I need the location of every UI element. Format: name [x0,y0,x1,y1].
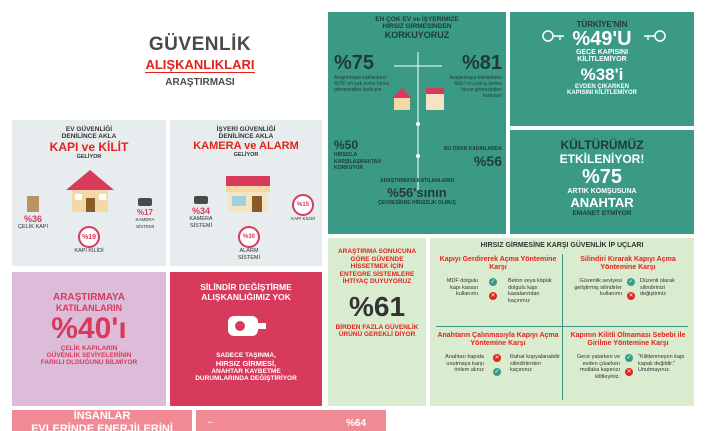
title-block [120,34,280,88]
title-line1: GÜVENLİK [148,34,252,55]
work-heading1: İŞYERİ GÜVENLİĞİ [216,126,276,133]
bottom-left-strip: İNSANLAR EVLERİNDE ENERJİLERİNİ [12,410,192,431]
home-heading2: DENİLİNCE AKLA [61,133,117,140]
fear-neighborhood-stat: ARAŞTIRMAYA KATILANLARIN %56'sının ÇEVRESİNDE HIRSIZLIK OLMUŞ [378,178,456,206]
fear-women-stat: BU ORAN KADINLARDA %56 [443,146,502,169]
integrated-systems-panel: ARAŞTIRMA SONUCUNA GÖRE GÜVENDE HİSSETMEK İÇİN ENTEGRE SİSTEMLERE İHTİYAÇ DUYUYORUZ %61 BİRDEN FAZLA GÜVENLİK ÜRÜNÜ GEREKLİ DİYOR [328,238,426,406]
title-line3: ARAŞTIRMASI [165,77,235,88]
check-icon: ✓ [628,279,634,285]
key-icon [642,28,666,44]
tips-horizontal-divider [436,326,688,327]
tips-vertical-divider [562,254,563,400]
bottom-right-strip: ← %64 [196,410,386,431]
steel-door-icon [27,196,39,212]
home-sub: GELİYOR [76,154,102,160]
camera-icon [138,198,152,206]
tips-title: HIRSIZ GİRMESİNE KARŞI GÜVENLİK İP UÇLARI [480,242,644,249]
tip-cell: Kapının Kilitli Olmaması Sebebi ile Girilme Yöntemine Karşı Gece yatarken ve evden çıkarken mutlaka kapınızı kilitleyiniz. ✓ ✕ "Kilitlenmeyen kapı kapalı değildir." Unutmayınız. [570,332,686,380]
fear-home-stat: %75 Araştırmaya katılanların %75'i en çok evine hırsız girmesinden korkuyor [334,52,390,93]
tip-cell: Silindiri Kırarak Kapıyı Açma Yöntemine Karşı Güvenlik seviyesi geliştirmiş silindirler kullanımı ✓ ✕ Düzenli olarak silindirinizi değiştiriniz [574,256,676,299]
tip-cell: Anahtarın Çalınmasıyla Kapıyı Açma Yöntemine Karşı Anahtarı kapıda unutmaya karşı önlem alınız ✕ ✓ Rahat kopyalanabilir silindirlerden kaçınınız [437,332,560,375]
home-big: KAPI ve KİLİT [49,140,129,154]
cylinder-lock-icon [224,310,268,342]
check-icon: ✓ [626,355,632,361]
lock-icon: %15 [292,194,314,216]
house-icon [64,168,116,214]
fear-panel: EN ÇOK EV ve İŞYERİMİZE HIRSIZ GİRMESİNDEN KORKUYORUZ %75 Araştırmaya katılanların %75'i en çok evine hırsız girmesinden korkuyor %81 Araştırmaya katılanların %81'i en çok iş yerine hırsız girmesinden korkuyor %50 HIRSIZLA KARŞILAŞMAKTAN KORKUYOR BU ORAN KADINLARDA %56 ARAŞTIRMAYA KATILANLARIN %56'sının ÇEVRESİNDE HIRSIZLIK OLMUŞ [328,12,506,234]
alarm-icon: %30 [238,226,260,248]
title-line2: ALIŞKANLIKLARI [145,57,255,72]
security-tips-panel [430,238,694,406]
arrow-icon: ← [206,416,216,427]
home-security-panel [12,120,166,266]
work-stat-alarm: %30 ALARM SİSTEMİ [234,226,264,261]
tip-cell: Kapıyı Gerdirerek Açma Yöntemine Karşı MDF dolgulu kapı kasası kullanımı ✓ ✕ Beton veya köpük dolgulu kapı kasalarından kaçınmız [439,256,557,304]
cylinder-panel: SİLİNDİR DEĞİŞTİRME ALIŞKANLIĞIMIZ YOK SADECE TAŞINMA, HIRSIZ GİRMESİ, ANAHTAR KAYBETME DURUMLARINDA DEĞİŞTİRİYOR [170,272,322,406]
home-heading1: EV GÜVENLİĞİ [65,126,113,133]
workplace-security-panel [170,120,322,266]
culture-panel: KÜLTÜRÜMÜZ ETKİLENİYOR! %75 ARTIK KOMŞUSUNA ANAHTAR EMANET ETMİYOR [510,130,694,234]
key-icon [542,28,566,44]
home-stat-lock: %19 KAPI KİLİDİ [74,226,104,255]
check-icon: ✓ [490,279,496,285]
cross-icon: ✕ [628,293,634,299]
cross-icon: ✕ [490,293,496,299]
fear-work-stat: %81 Araştırmaya katılanların %81'i en çok iş yerine hırsız girmesinden korkuyor [449,52,502,99]
fear-encounter-stat: %50 HIRSIZLA KARŞILAŞMAKTAN KORKUYOR [334,138,381,171]
camera-icon [194,196,208,204]
home-stat-camera: %17 KAMERA SİSTEMİ [130,198,160,230]
cross-icon: ✕ [626,369,632,375]
work-stat-lock: %15 KAPI KİLİDİ [288,194,318,223]
lock-icon: %19 [78,226,100,248]
check-icon: ✓ [494,369,500,375]
home-stat-steel-door: %36 ÇELİK KAPI [18,196,48,231]
cross-icon: ✕ [494,355,500,361]
shop-icon [222,174,274,214]
steel-door-awareness-panel: ARAŞTIRMAYA KATILANLARIN %40'ı ÇELİK KAPILARIN GÜVENLİK SEVİYELERİNİN FARKLI OLDUĞUNU BİLMİYOR [12,272,166,406]
keys-panel: TÜRKİYE'NİN %49'U GECE KAPISINI KİLİTLEMİYOR %38'i EVDEN ÇIKARKEN KAPISINI KİLİTLEMİYOR [510,12,694,126]
work-sub: GELİYOR [233,152,259,158]
work-big: KAMERA ve ALARM [193,140,299,152]
work-heading2: DENİLİNCE AKLA [218,133,274,140]
work-stat-camera: %34 KAMERA SİSTEMİ [184,196,218,229]
